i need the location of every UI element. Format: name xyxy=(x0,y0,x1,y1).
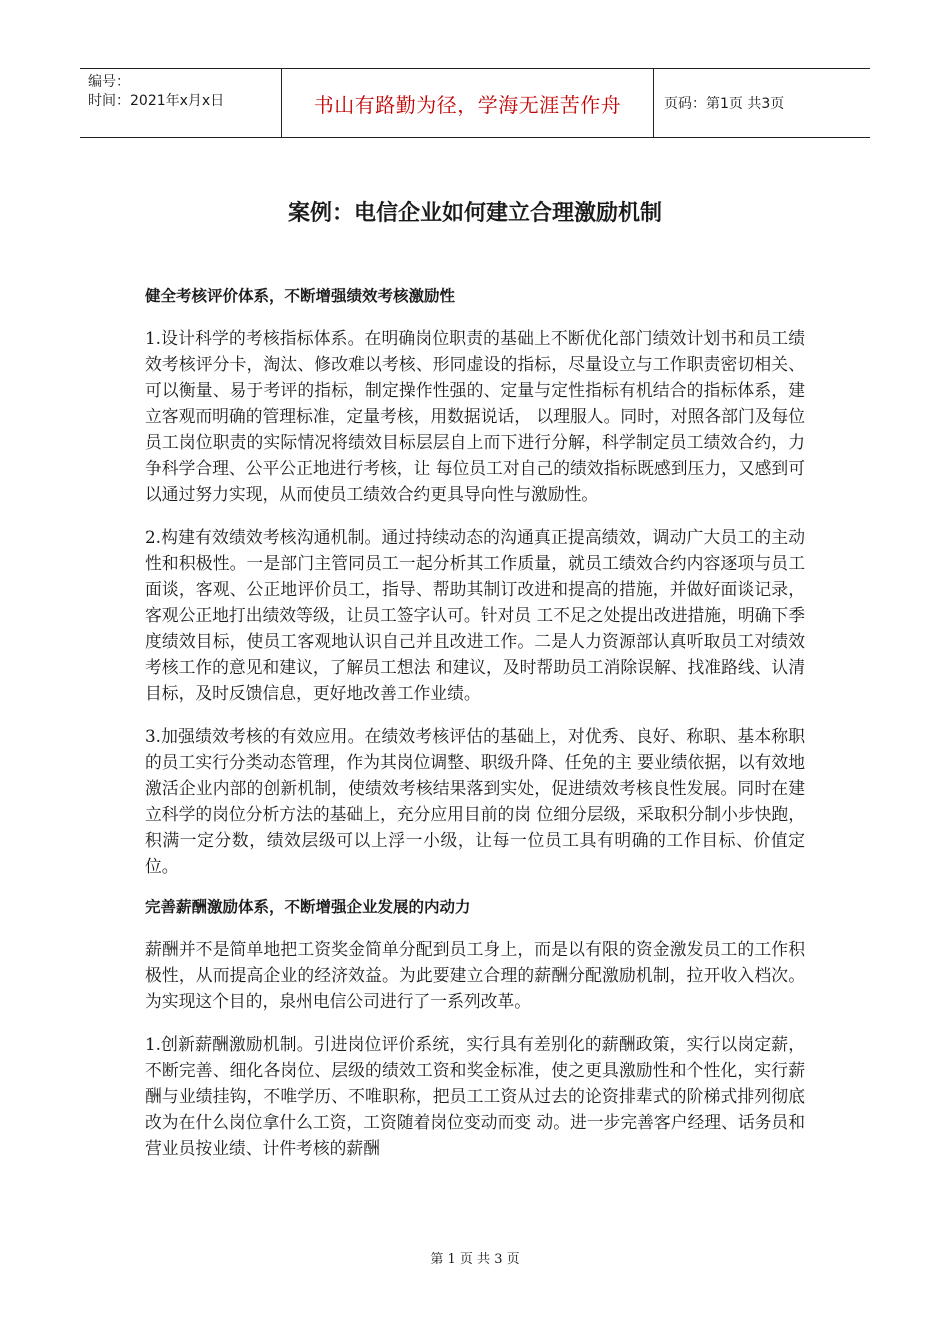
header-motto: 书山有路勤为径，学海无涯苦作舟 xyxy=(313,92,622,117)
document-date: 时间：2021年x月x日 xyxy=(88,93,225,109)
paragraph: 1.设计科学的考核指标体系。在明确岗位职责的基础上不断优化部门绩效计划书和员工绩效考核评分卡，淘汰、修改难以考核、形同虚设的指标，尽量设立与工作职责密切相关、可以衡量、易于考评的指标，制定操作性强的、定量与定性指标有机结合的指标体系，建立客观而明确的管理标准，定量考核，用数据说话， 以理服人。同时，对照各部门及每位员工岗位职责的实际情况将绩效目标层层自上而下进行分解，科学制定员工绩效合约，力争科学合理、公平公正地进行考核，让 每位员工对自己的绩效指标既感到压力，又感到可以通过努力实现，从而使员工绩效合约更具导向性与激励性。 xyxy=(145,328,805,504)
section-heading: 完善薪酬激励体系，不断增强企业发展的内动力 xyxy=(145,898,471,916)
paragraph: 2.构建有效绩效考核沟通机制。通过持续动态的沟通真正提高绩效，调动广大员工的主动性和积极性。一是部门主管同员工一起分析其工作质量，就员工绩效合约内容逐项与员工面谈，客观、公正地评价员工，指导、帮助其制订改进和提高的措施，并做好面谈记录，客观公正地打出绩效等级，让员工签字认可。针对员 工不足之处提出改进措施，明确下季度绩效目标，使员工客观地认识自己并且改进工作。二是人力资源部认真听取员工对绩效考核工作的意见和建议，了解员工想法 和建议，及时帮助员工消除误解、找准路线、认清目标，及时反馈信息，更好地改善工作业绩。 xyxy=(145,527,805,703)
page-footer: 第 1 页 共 3 页 xyxy=(430,1252,520,1267)
section-heading: 健全考核评价体系，不断增强绩效考核激励性 xyxy=(145,287,456,305)
header-page-cell xyxy=(654,69,870,137)
header-table xyxy=(80,68,870,138)
header-info-cell xyxy=(80,69,282,137)
document-title: 案例：电信企业如何建立合理激励机制 xyxy=(287,201,662,226)
document-body xyxy=(145,285,805,1178)
document-number-label: 编号： xyxy=(88,74,130,90)
header-motto-cell xyxy=(282,69,654,137)
paragraph: 1.创新薪酬激励机制。引进岗位评价系统，实行具有差别化的薪酬政策，实行以岗定薪，不断完善、细化各岗位、层级的绩效工资和奖金标准，使之更具激励性和个性化，实行薪酬与业绩挂钩，不唯学历、不唯职称，把员工工资从过去的论资排辈式的阶梯式排列彻底改为在什么岗位拿什么工资，工资随着岗位变动而变 动。进一步完善客户经理、话务员和营业员按业绩、计件考核的薪酬 xyxy=(145,1034,805,1158)
header-page-code: 页码：第1页 共3页 xyxy=(664,96,785,112)
paragraph: 3.加强绩效考核的有效应用。在绩效考核评估的基础上，对优秀、良好、称职、基本称职的员工实行分类动态管理，作为其岗位调整、职级升降、任免的主 要业绩依据，以有效地激活企业内部的创新机制，使绩效考核结果落到实处，促进绩效考核良性发展。同时在建立科学的岗位分析方法的基础上，充分应用目前的岗 位细分层级，采取积分制小步快跑，积满一定分数，绩效层级可以上浮一小级，让每一位员工具有明确的工作目标、价值定位。 xyxy=(145,726,805,876)
paragraph: 薪酬并不是简单地把工资奖金简单分配到员工身上，而是以有限的资金激发员工的工作积极性，从而提高企业的经济效益。为此要建立合理的薪酬分配激励机制，拉开收入档次。为实现这个目的，泉州电信公司进行了一系列改革。 xyxy=(145,939,805,1011)
